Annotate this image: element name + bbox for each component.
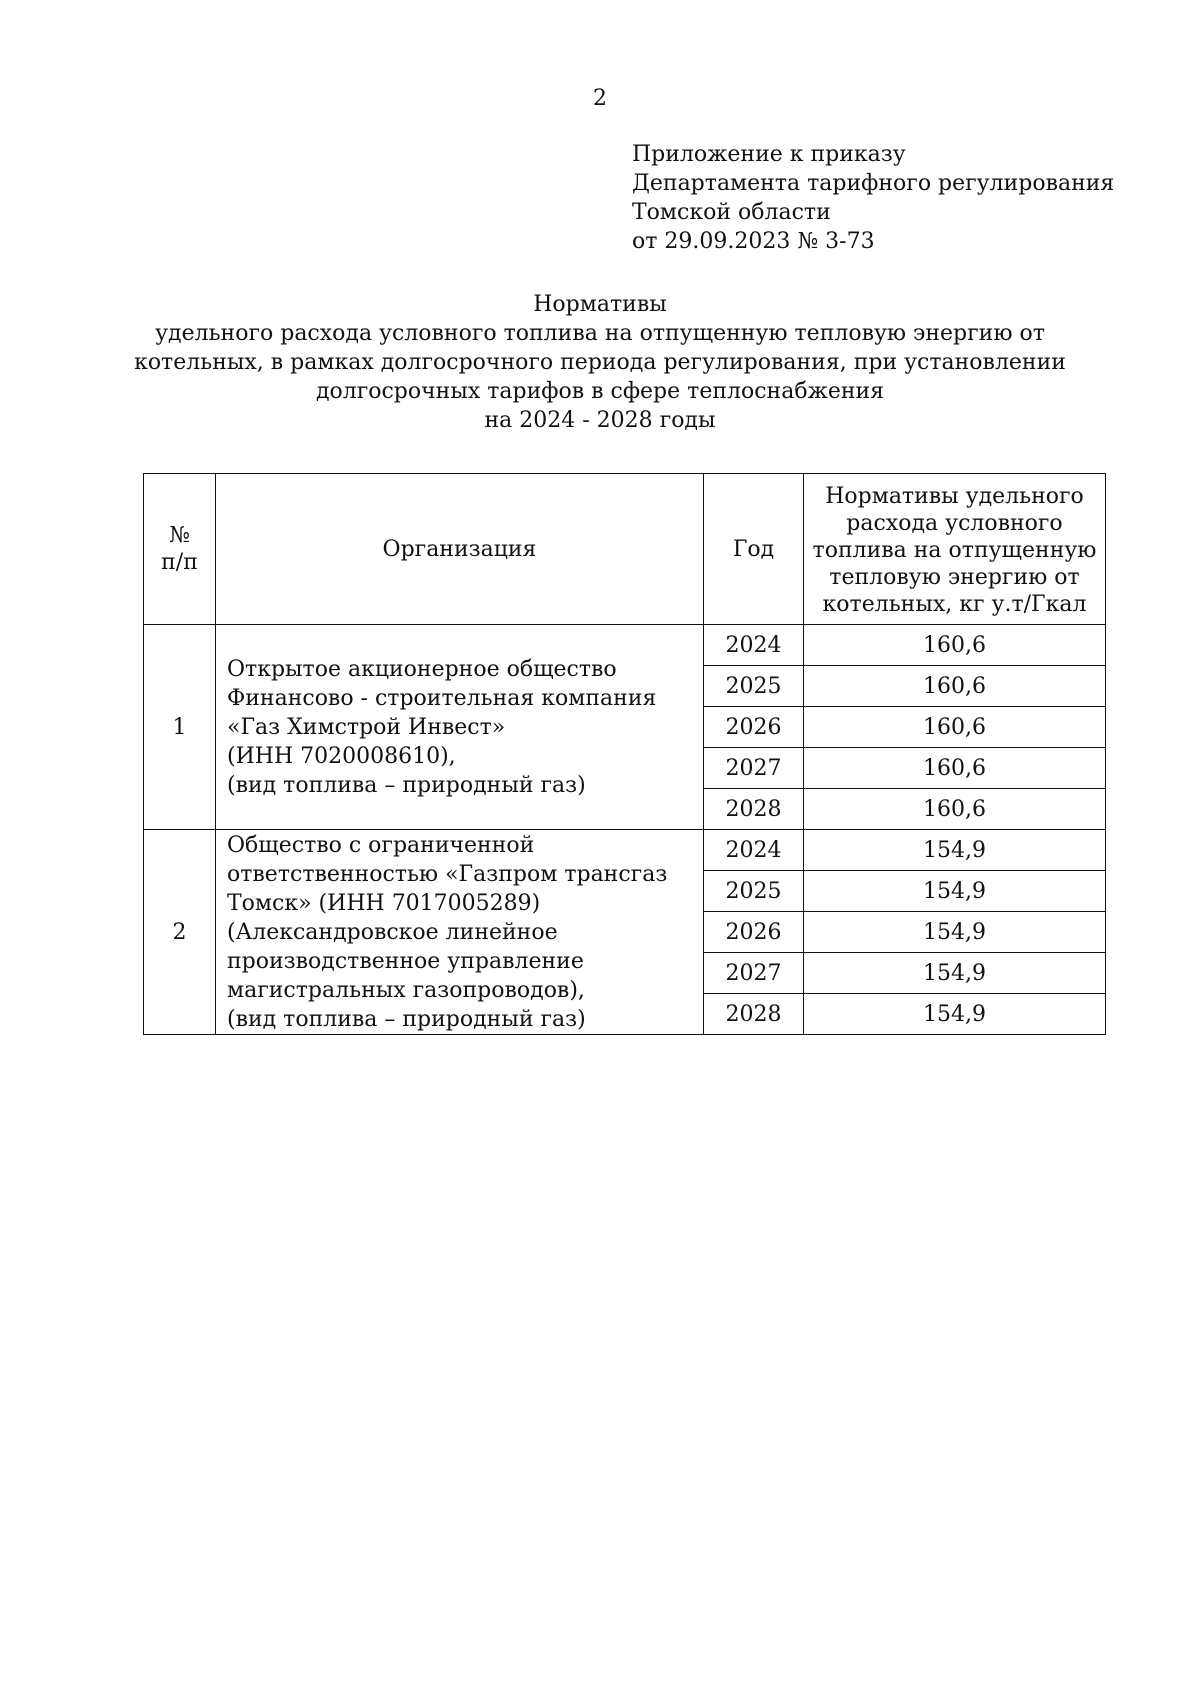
appendix-line: Приложение к приказу	[632, 142, 906, 167]
title-heading: Нормативы	[533, 292, 667, 317]
year-cell: 2024	[704, 830, 804, 871]
table-row	[144, 625, 1106, 666]
organization-line: (ИНН 7020008610),	[227, 743, 456, 769]
norm-value-cell: 154,9	[804, 912, 1106, 953]
organization-line: Финансово - строительная компания	[227, 685, 657, 711]
page-number: 2	[593, 86, 607, 111]
header-year: Год	[704, 474, 804, 625]
organization-line: «Газ Химстрой Инвест»	[227, 714, 506, 740]
norm-value-cell: 160,6	[804, 666, 1106, 707]
norm-value-cell: 154,9	[804, 830, 1106, 871]
appendix-line: Департамента тарифного регулирования	[632, 171, 1115, 196]
organization-line: магистральных газопроводов),	[227, 977, 585, 1003]
norm-value-cell: 160,6	[804, 625, 1106, 666]
organization-line: производственное управление	[227, 948, 584, 974]
title-period: на 2024 - 2028 годы	[484, 408, 716, 433]
year-cell: 2026	[704, 912, 804, 953]
year-cell: 2025	[704, 666, 804, 707]
header-num: № п/п	[144, 474, 216, 625]
title-line: удельного расхода условного топлива на отпущенную тепловую энергию от	[155, 321, 1045, 346]
norm-value-cell: 160,6	[804, 707, 1106, 748]
title-line: долгосрочных тарифов в сфере теплоснабжения	[315, 379, 885, 404]
norms-table	[143, 473, 1106, 1035]
title-line: котельных, в рамках долгосрочного периода регулирования, при установлении	[134, 350, 1066, 375]
row-number: 2	[144, 830, 216, 1035]
organization-cell	[216, 625, 704, 830]
year-cell: 2026	[704, 707, 804, 748]
row-number: 1	[144, 625, 216, 830]
header-organization: Организация	[216, 474, 704, 625]
appendix-line: Томской области	[632, 200, 831, 225]
organization-line: Открытое акционерное общество	[227, 656, 617, 682]
norm-value-cell: 154,9	[804, 953, 1106, 994]
organization-line: ответственностью «Газпром трансгаз	[227, 861, 668, 887]
organization-cell	[216, 830, 704, 1035]
norm-value-cell: 154,9	[804, 871, 1106, 912]
appendix-order-date: от 29.09.2023 № 3-73	[632, 229, 875, 254]
table-row	[144, 830, 1106, 871]
norm-value-cell: 154,9	[804, 994, 1106, 1035]
organization-line: (Александровское линейное	[227, 919, 558, 945]
table-body	[144, 625, 1106, 1035]
year-cell: 2027	[704, 748, 804, 789]
organization-line: Томск» (ИНН 7017005289)	[227, 890, 541, 916]
organization-line: (вид топлива – природный газ)	[227, 1006, 586, 1032]
norm-value-cell: 160,6	[804, 748, 1106, 789]
table-header-row	[144, 474, 1106, 625]
year-cell: 2028	[704, 789, 804, 830]
year-cell: 2024	[704, 625, 804, 666]
year-cell: 2028	[704, 994, 804, 1035]
organization-line: (вид топлива – природный газ)	[227, 772, 586, 798]
norm-value-cell: 160,6	[804, 789, 1106, 830]
document-title	[120, 290, 1080, 435]
appendix-block	[632, 140, 1172, 256]
year-cell: 2027	[704, 953, 804, 994]
organization-line: Общество с ограниченной	[227, 832, 535, 858]
year-cell: 2025	[704, 871, 804, 912]
header-norm: Нормативы удельного расхода условного топлива на отпущенную тепловую энергию от котельных, кг у.т/Гкал	[804, 474, 1106, 625]
